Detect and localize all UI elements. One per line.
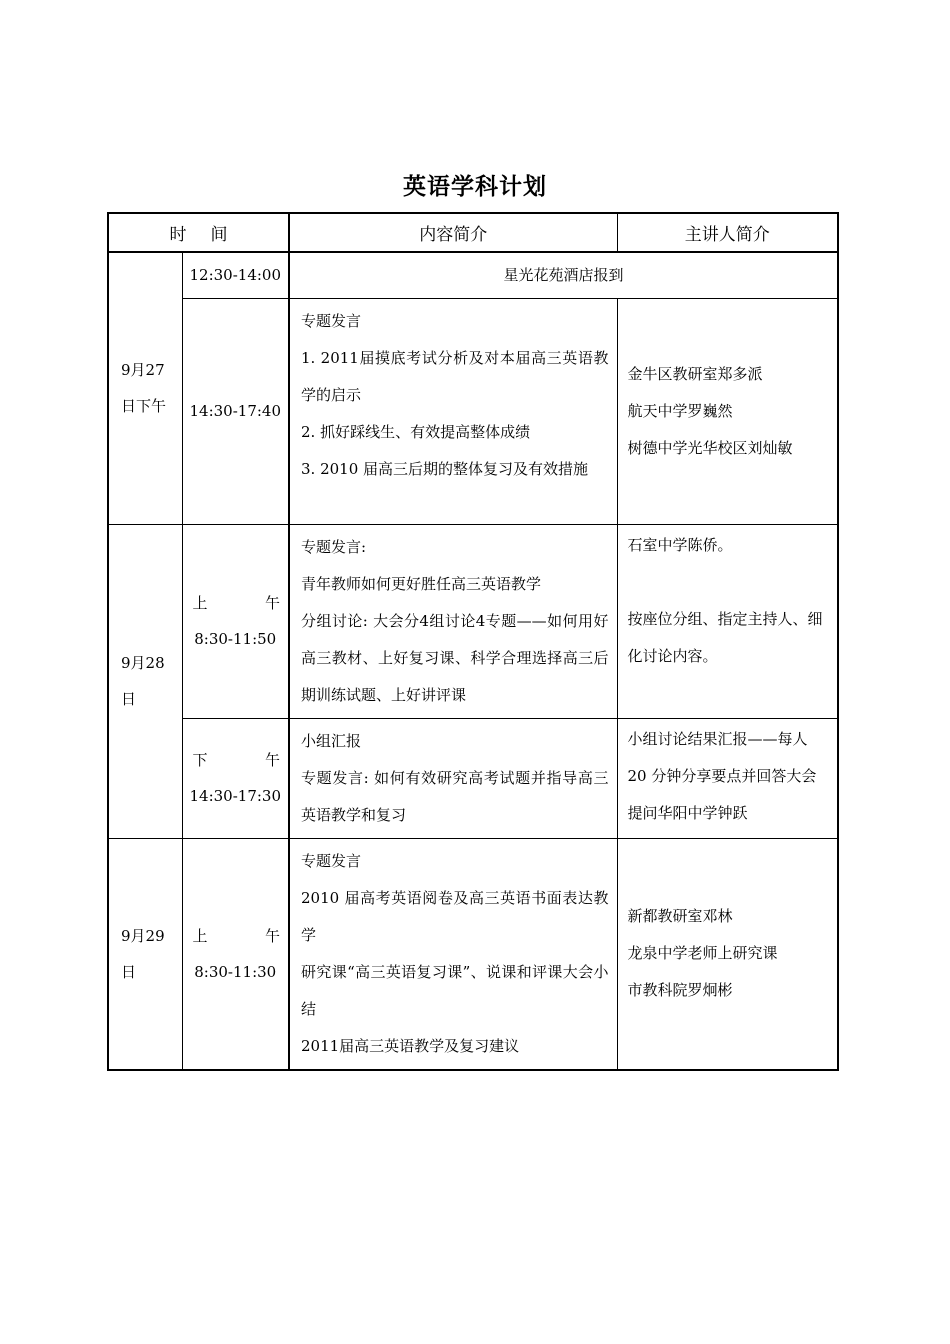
content-line: 专题发言:: [301, 537, 367, 556]
content-line: 3. 2010 届高三后期的整体复习及有效措施: [301, 459, 589, 478]
time-cell: [182, 718, 289, 838]
period-label: 下 午: [192, 751, 280, 769]
period-label: 上 午: [192, 926, 280, 945]
content-line: 专题发言: [301, 311, 362, 330]
time-range: 8:30-11:30: [194, 962, 277, 981]
schedule-table: [107, 212, 839, 1071]
table-row: [108, 718, 838, 838]
speaker-line: 小组讨论结果汇报——每人 20 分钟分享要点并回答大会提问华阳中学钟跃: [627, 729, 817, 822]
time-range: 8:30-11:50: [194, 630, 277, 648]
speaker-line: 航天中学罗巍然: [627, 401, 733, 420]
page-title: 英语学科计划: [403, 174, 547, 200]
date-cell: 9月27日下午: [108, 252, 182, 524]
time-cell: [182, 524, 289, 718]
speakers-cell: [617, 718, 838, 838]
content-line: 1. 2011届摸底考试分析及对本届高三英语教学的启示: [301, 348, 609, 404]
time-cell: 14:30-17:40: [182, 298, 289, 524]
speakers-cell: [617, 838, 838, 1070]
date-cell: 9月28日: [108, 524, 182, 838]
speaker-line: 新都教研室邓林: [627, 907, 733, 925]
content-line: 研究课“高三英语复习课”、说课和评课大会小结: [301, 962, 609, 1018]
content-cell: [289, 524, 617, 718]
content-line: 青年教师如何更好胜任高三英语教学: [301, 574, 542, 593]
speakers-cell: [617, 298, 838, 524]
content-line: 2. 抓好踩线生、有效提高整体成绩: [301, 422, 531, 441]
speaker-line: 龙泉中学老师上研究课: [627, 944, 778, 962]
table-row: [108, 252, 838, 298]
period-label: 上 午: [192, 594, 280, 612]
time-range: 14:30-17:30: [189, 787, 282, 805]
speaker-line: 金牛区教研室郑多派: [627, 364, 763, 383]
content-cell: [289, 838, 617, 1070]
header-speakers: 主讲人简介: [617, 213, 838, 252]
header-row: [108, 213, 838, 252]
content-line: 2011届高三英语教学及复习建议: [301, 1036, 520, 1055]
content-line: 分组讨论: 大会分4组讨论4专题——如何用好高三教材、上好复习课、科学合理选择高三后期训练试题、上好讲评课: [301, 611, 609, 704]
content-cell: [289, 718, 617, 838]
content-line: 2010 届高考英语阅卷及高三英语书面表达教学: [301, 888, 609, 944]
table-row: [108, 838, 838, 1070]
date-cell: 9月29日: [108, 838, 182, 1070]
time-cell: [182, 838, 289, 1070]
content-line: 小组汇报: [301, 731, 362, 750]
speaker-line: 市教科院罗炯彬: [627, 981, 733, 999]
header-time: 时间: [108, 213, 289, 252]
content-cell: 星光花苑酒店报到: [289, 252, 838, 298]
table-row: [108, 524, 838, 718]
speakers-cell: [617, 524, 838, 718]
speaker-line: 树德中学光华校区刘灿敏: [627, 438, 793, 457]
time-cell: 12:30-14:00: [182, 252, 289, 298]
header-content: 内容简介: [289, 213, 617, 252]
content-line: 专题发言: 如何有效研究高考试题并指导高三英语教学和复习: [301, 768, 609, 824]
speaker-line: 石室中学陈侨。: [627, 535, 733, 554]
table-row: [108, 298, 838, 524]
content-line: 专题发言: [301, 851, 362, 870]
content-cell: [289, 298, 617, 524]
speaker-line: 按座位分组、指定主持人、细化讨论内容。: [627, 609, 823, 665]
